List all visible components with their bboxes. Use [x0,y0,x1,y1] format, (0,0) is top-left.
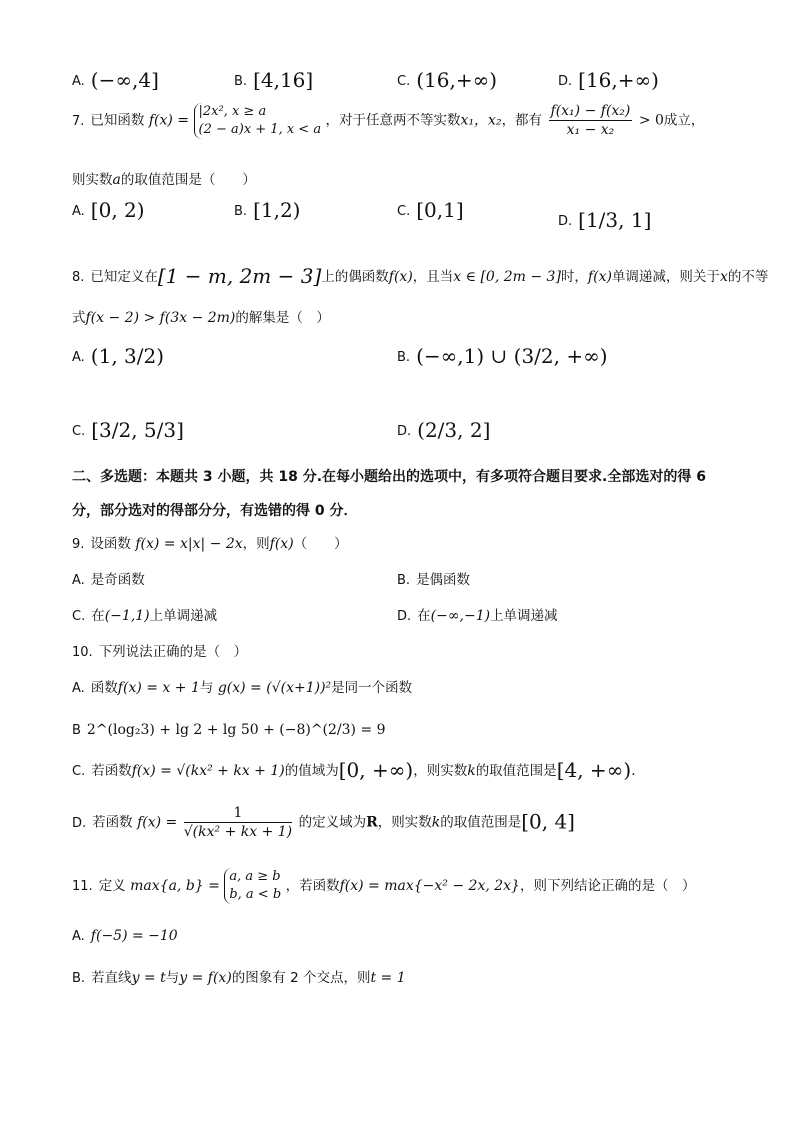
q9-option-c[interactable]: C. 在(−1,1)上单调递减 [72,608,218,624]
q11-option-b[interactable]: B. 若直线y = t与y = f(x)的图象有 2 个交点，则t = 1 [72,970,406,986]
q7-stem-line2: 则实数a的取值范围是（ ） [72,172,256,188]
q9-option-a[interactable]: A. 是奇函数 [72,572,145,588]
q11-piecewise: a, a ≥ b b, a < b [224,868,281,904]
q8-option-a[interactable]: A. (1, 3/2) [72,344,165,368]
q8-option-b[interactable]: B. (−∞,1) ∪ (3/2, +∞) [397,344,608,368]
q7-option-a[interactable]: A. [0, 2) [72,198,145,222]
q10-option-d[interactable]: D. 若函数 f(x) = $\frac{1}{\text{√(kx² + kx + 1)}}$ 的定义域为R，则实数k的取值范围是[0, 4] [72,805,575,840]
q10-option-a[interactable]: A. 函数f(x) = x + 1与 g(x) = (√(x+1))²是同一个函数 [72,680,413,696]
q8-stem-line2: 式f(x − 2) > f(3x − 2m)的解集是（ ） [72,310,330,326]
q9-option-d[interactable]: D. 在(−∞,−1)上单调递减 [397,608,558,624]
q6-option-b[interactable]: B. [4,16] [234,68,314,92]
q10-d-fraction: $\frac{1}{\text{√(kx² + kx + 1)}}$ [183,805,293,840]
q11-stem: 11. 定义 max{a, b} = a, a ≥ b b, a < b ，若函数f(x) = max{−x² − 2x, 2x}，则下列结论正确的是（ ） [72,869,696,902]
q9-option-b[interactable]: B. 是偶函数 [397,572,471,588]
q10-stem: 10. 下列说法正确的是（ ） [72,644,248,660]
q6-option-d[interactable]: D. [16,+∞) [558,68,659,92]
q7-option-d[interactable]: D. [1/3, 1] [558,208,652,232]
q8-option-c[interactable]: C. [3/2, 5/3] [72,418,184,442]
q7-option-c[interactable]: C. [0,1] [397,198,464,222]
q6-option-a[interactable]: A. (−∞,4] [72,68,159,92]
q11-option-a[interactable]: A. f(−5) = −10 [72,928,178,944]
q9-stem: 9. 设函数 f(x) = x|x| − 2x，则f(x)（ ） [72,536,348,552]
q7-piecewise: |2x², x ≥ a (2 − a)x + 1, x < a [194,103,322,139]
section-2-header: 二、多选题：本题共 3 小题，共 18 分.在每小题给出的选项中，有多项符合题目要求.全部选对的得 6 分，部分选对的得部分分，有选错的得 0 分． [72,469,706,519]
q8-option-d[interactable]: D. (2/3, 2] [397,418,491,442]
q10-option-c[interactable]: C. 若函数f(x) = √(kx² + kx + 1)的值域为[0, +∞)，则实数k的取值范围是[4, +∞). [72,758,636,782]
q6-option-c[interactable]: C. (16,+∞) [397,68,498,92]
q7-stem: 7. 已知函数 f(x) = |2x², x ≥ a (2 − a)x + 1, x < a ，对于任意两不等实数x₁，x₂，都有 $\frac{\text{f(x₁) − f(x₂)}}{\text{x₁ − x₂}}$ > 0成立， [72,103,705,138]
q7-option-b[interactable]: B. [1,2) [234,198,301,222]
q7-fraction: $\frac{\text{f(x₁) − f(x₂)}}{\text{x₁ − x₂}}$ [550,103,631,138]
q10-option-b[interactable]: B 2^(log₂3) + lg 2 + lg 50 + (−8)^(2/3) = 9 [72,722,386,738]
q8-stem: 8. 已知定义在[1 − m, 2m − 3]上的偶函数f(x)，且当x ∈ [0, 2m − 3]时，f(x)单调递减，则关于x的不等 [72,264,769,288]
